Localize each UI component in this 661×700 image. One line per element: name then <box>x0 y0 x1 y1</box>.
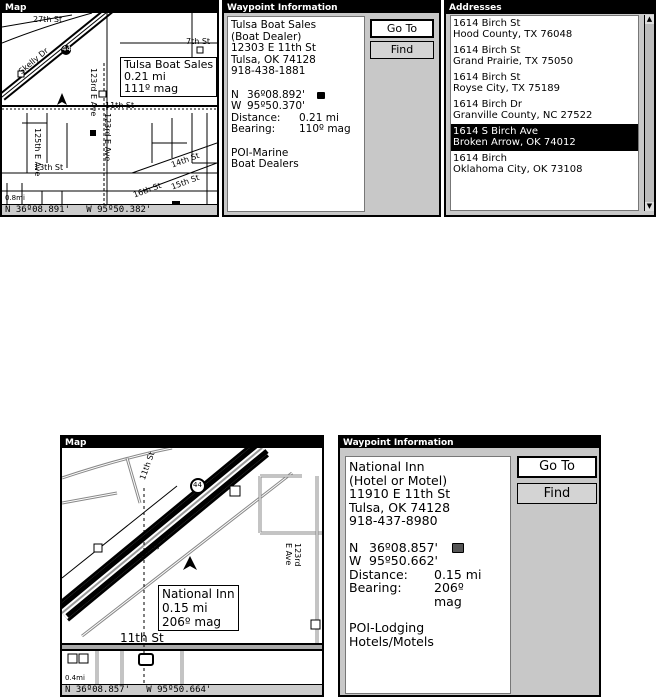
waypoint-latitude: 36º08.892' <box>247 88 305 101</box>
find-button[interactable]: Find <box>517 483 597 504</box>
address-item-selected[interactable] <box>451 124 638 151</box>
address-street: 1614 Birch <box>453 153 507 164</box>
waypoint-bearing-unit: mag <box>434 593 462 609</box>
waypoint-longitude: 95º50.662' <box>369 553 438 568</box>
address-street: 1614 Birch St <box>453 18 521 29</box>
address-city: Broken Arrow, OK 74012 <box>453 137 576 148</box>
status-longitude: W 95º50.664' <box>146 685 212 695</box>
waypoint-phone: 918-438-1881 <box>231 65 306 77</box>
bottom-waypoint-panel <box>338 435 601 697</box>
street-label: 11th St <box>105 101 135 110</box>
bottom-waypoint-title: Waypoint Information <box>340 437 599 449</box>
waypoint-city: Tulsa, OK 74128 <box>349 499 451 515</box>
waypoint-callout <box>120 57 217 97</box>
scroll-up-icon[interactable]: ▲ <box>646 15 653 23</box>
waypoint-name: Tulsa Boat Sales <box>231 19 317 31</box>
waypoint-distance: 0.21 mi <box>299 111 339 124</box>
callout-name: National Inn <box>162 587 235 601</box>
address-city: Grand Prairie, TX 75050 <box>453 56 574 67</box>
waypoint-address: 12303 E 11th St <box>231 42 316 54</box>
interstate-shield-label: 44 <box>193 481 202 489</box>
waypoint-category: POI-Lodging <box>349 620 425 635</box>
address-scrollbar[interactable] <box>644 15 654 211</box>
callout-name: Tulsa Boat Sales <box>124 58 214 71</box>
waypoint-name: National Inn <box>349 459 425 474</box>
street-label: 11th St <box>120 631 164 645</box>
hotel-icon <box>452 543 464 553</box>
find-button[interactable]: Find <box>370 41 434 59</box>
lon-label: W <box>349 553 362 568</box>
address-city: Royse City, TX 75189 <box>453 83 560 94</box>
lat-label: N <box>231 88 239 101</box>
bottom-waypoint-body <box>340 448 599 695</box>
distance-label: Distance: <box>349 566 408 582</box>
top-waypoint-body <box>224 13 439 215</box>
address-city: Hood County, TX 76048 <box>453 29 573 40</box>
scroll-down-icon[interactable]: ▼ <box>646 202 653 210</box>
waypoint-distance: 0.15 mi <box>434 566 482 582</box>
top-waypoint-details <box>227 16 365 212</box>
boat-icon <box>317 92 325 99</box>
waypoint-address: 11910 E 11th St <box>349 486 451 501</box>
top-waypoint-panel <box>222 0 441 217</box>
bottom-map-statusbar <box>62 684 322 695</box>
top-map-title: Map <box>2 2 217 14</box>
waypoint-bearing: 206º <box>434 580 464 595</box>
address-item[interactable] <box>451 97 638 124</box>
waypoint-type: (Boat Dealer) <box>231 30 302 43</box>
street-label: 15th St <box>170 173 201 192</box>
callout-bearing: 111º mag <box>124 82 179 95</box>
top-map-canvas[interactable] <box>2 13 217 204</box>
waypoint-category: POI-Marine <box>231 146 289 159</box>
waypoint-callout <box>158 585 239 631</box>
top-waypoint-title: Waypoint Information <box>224 2 439 14</box>
address-street: 1614 Birch St <box>453 72 521 83</box>
address-street: 1614 S Birch Ave <box>453 126 539 137</box>
address-item[interactable] <box>451 16 638 43</box>
street-label: Skelly Dr <box>135 531 173 564</box>
address-city: Oklahoma City, OK 73108 <box>453 164 583 175</box>
waypoint-latitude: 36º08.857' <box>369 539 438 555</box>
street-label: 14th St <box>170 151 201 170</box>
bottom-map-roads <box>62 448 322 684</box>
address-city: Granville County, NC 27522 <box>453 110 593 121</box>
street-label: 123rd E Ave <box>89 68 98 117</box>
status-longitude: W 95º50.382' <box>86 205 152 215</box>
callout-distance: 0.21 mi <box>124 70 166 83</box>
lat-label: N <box>349 539 359 555</box>
position-arrow-icon <box>57 93 67 105</box>
address-item[interactable] <box>451 43 638 70</box>
waypoint-phone: 918-437-8980 <box>349 513 438 528</box>
status-latitude: N 36º08.891' <box>5 205 71 215</box>
bearing-label: Bearing: <box>349 580 402 595</box>
distance-label: Distance: <box>231 111 281 124</box>
street-label: 27th St <box>33 15 63 24</box>
street-label: 11th St <box>138 450 157 482</box>
street-label: 16th St <box>132 181 163 200</box>
lon-label: W <box>231 100 242 112</box>
map-scale: 0.4mi <box>65 674 85 682</box>
addresses-title: Addresses <box>446 2 654 14</box>
callout-bearing: 206º mag <box>162 615 222 629</box>
street-label: 123rd E Ave <box>284 543 302 567</box>
waypoint-city: Tulsa, OK 74128 <box>231 53 316 66</box>
waypoint-subcategory: Boat Dealers <box>231 158 299 170</box>
top-map-panel <box>0 0 219 217</box>
bottom-map-canvas[interactable] <box>62 448 322 684</box>
street-label: 125th E Ave <box>33 128 42 177</box>
address-street: 1614 Birch Dr <box>453 99 522 110</box>
street-label: 13th St <box>34 163 64 172</box>
status-latitude: N 36º08.857' <box>65 685 131 695</box>
addresses-panel <box>444 0 656 217</box>
bottom-waypoint-details <box>345 456 511 694</box>
goto-button[interactable]: Go To <box>517 456 597 478</box>
goto-button[interactable]: Go To <box>370 19 434 38</box>
address-list[interactable] <box>450 15 639 211</box>
street-label: 123rd E Ave <box>103 113 112 162</box>
street-label: 7th St <box>186 37 211 46</box>
address-item[interactable] <box>451 70 638 97</box>
address-item[interactable] <box>451 151 638 178</box>
bottom-map-title: Map <box>62 437 322 449</box>
street-label: Skelly Dr <box>17 46 51 76</box>
waypoint-type: (Hotel or Motel) <box>349 472 448 488</box>
top-map-statusbar <box>2 204 217 215</box>
address-street: 1614 Birch St <box>453 45 521 56</box>
bottom-map-panel <box>60 435 324 697</box>
waypoint-subcategory: Hotels/Motels <box>349 633 434 649</box>
interstate-shield-label: 44 <box>62 45 71 53</box>
callout-distance: 0.15 mi <box>162 601 208 615</box>
map-scale: 0.8mi <box>5 194 25 202</box>
bearing-label: Bearing: <box>231 123 276 135</box>
waypoint-longitude: 95º50.370' <box>247 100 305 112</box>
waypoint-bearing: 110º mag <box>299 123 351 135</box>
position-arrow-icon <box>183 556 197 570</box>
